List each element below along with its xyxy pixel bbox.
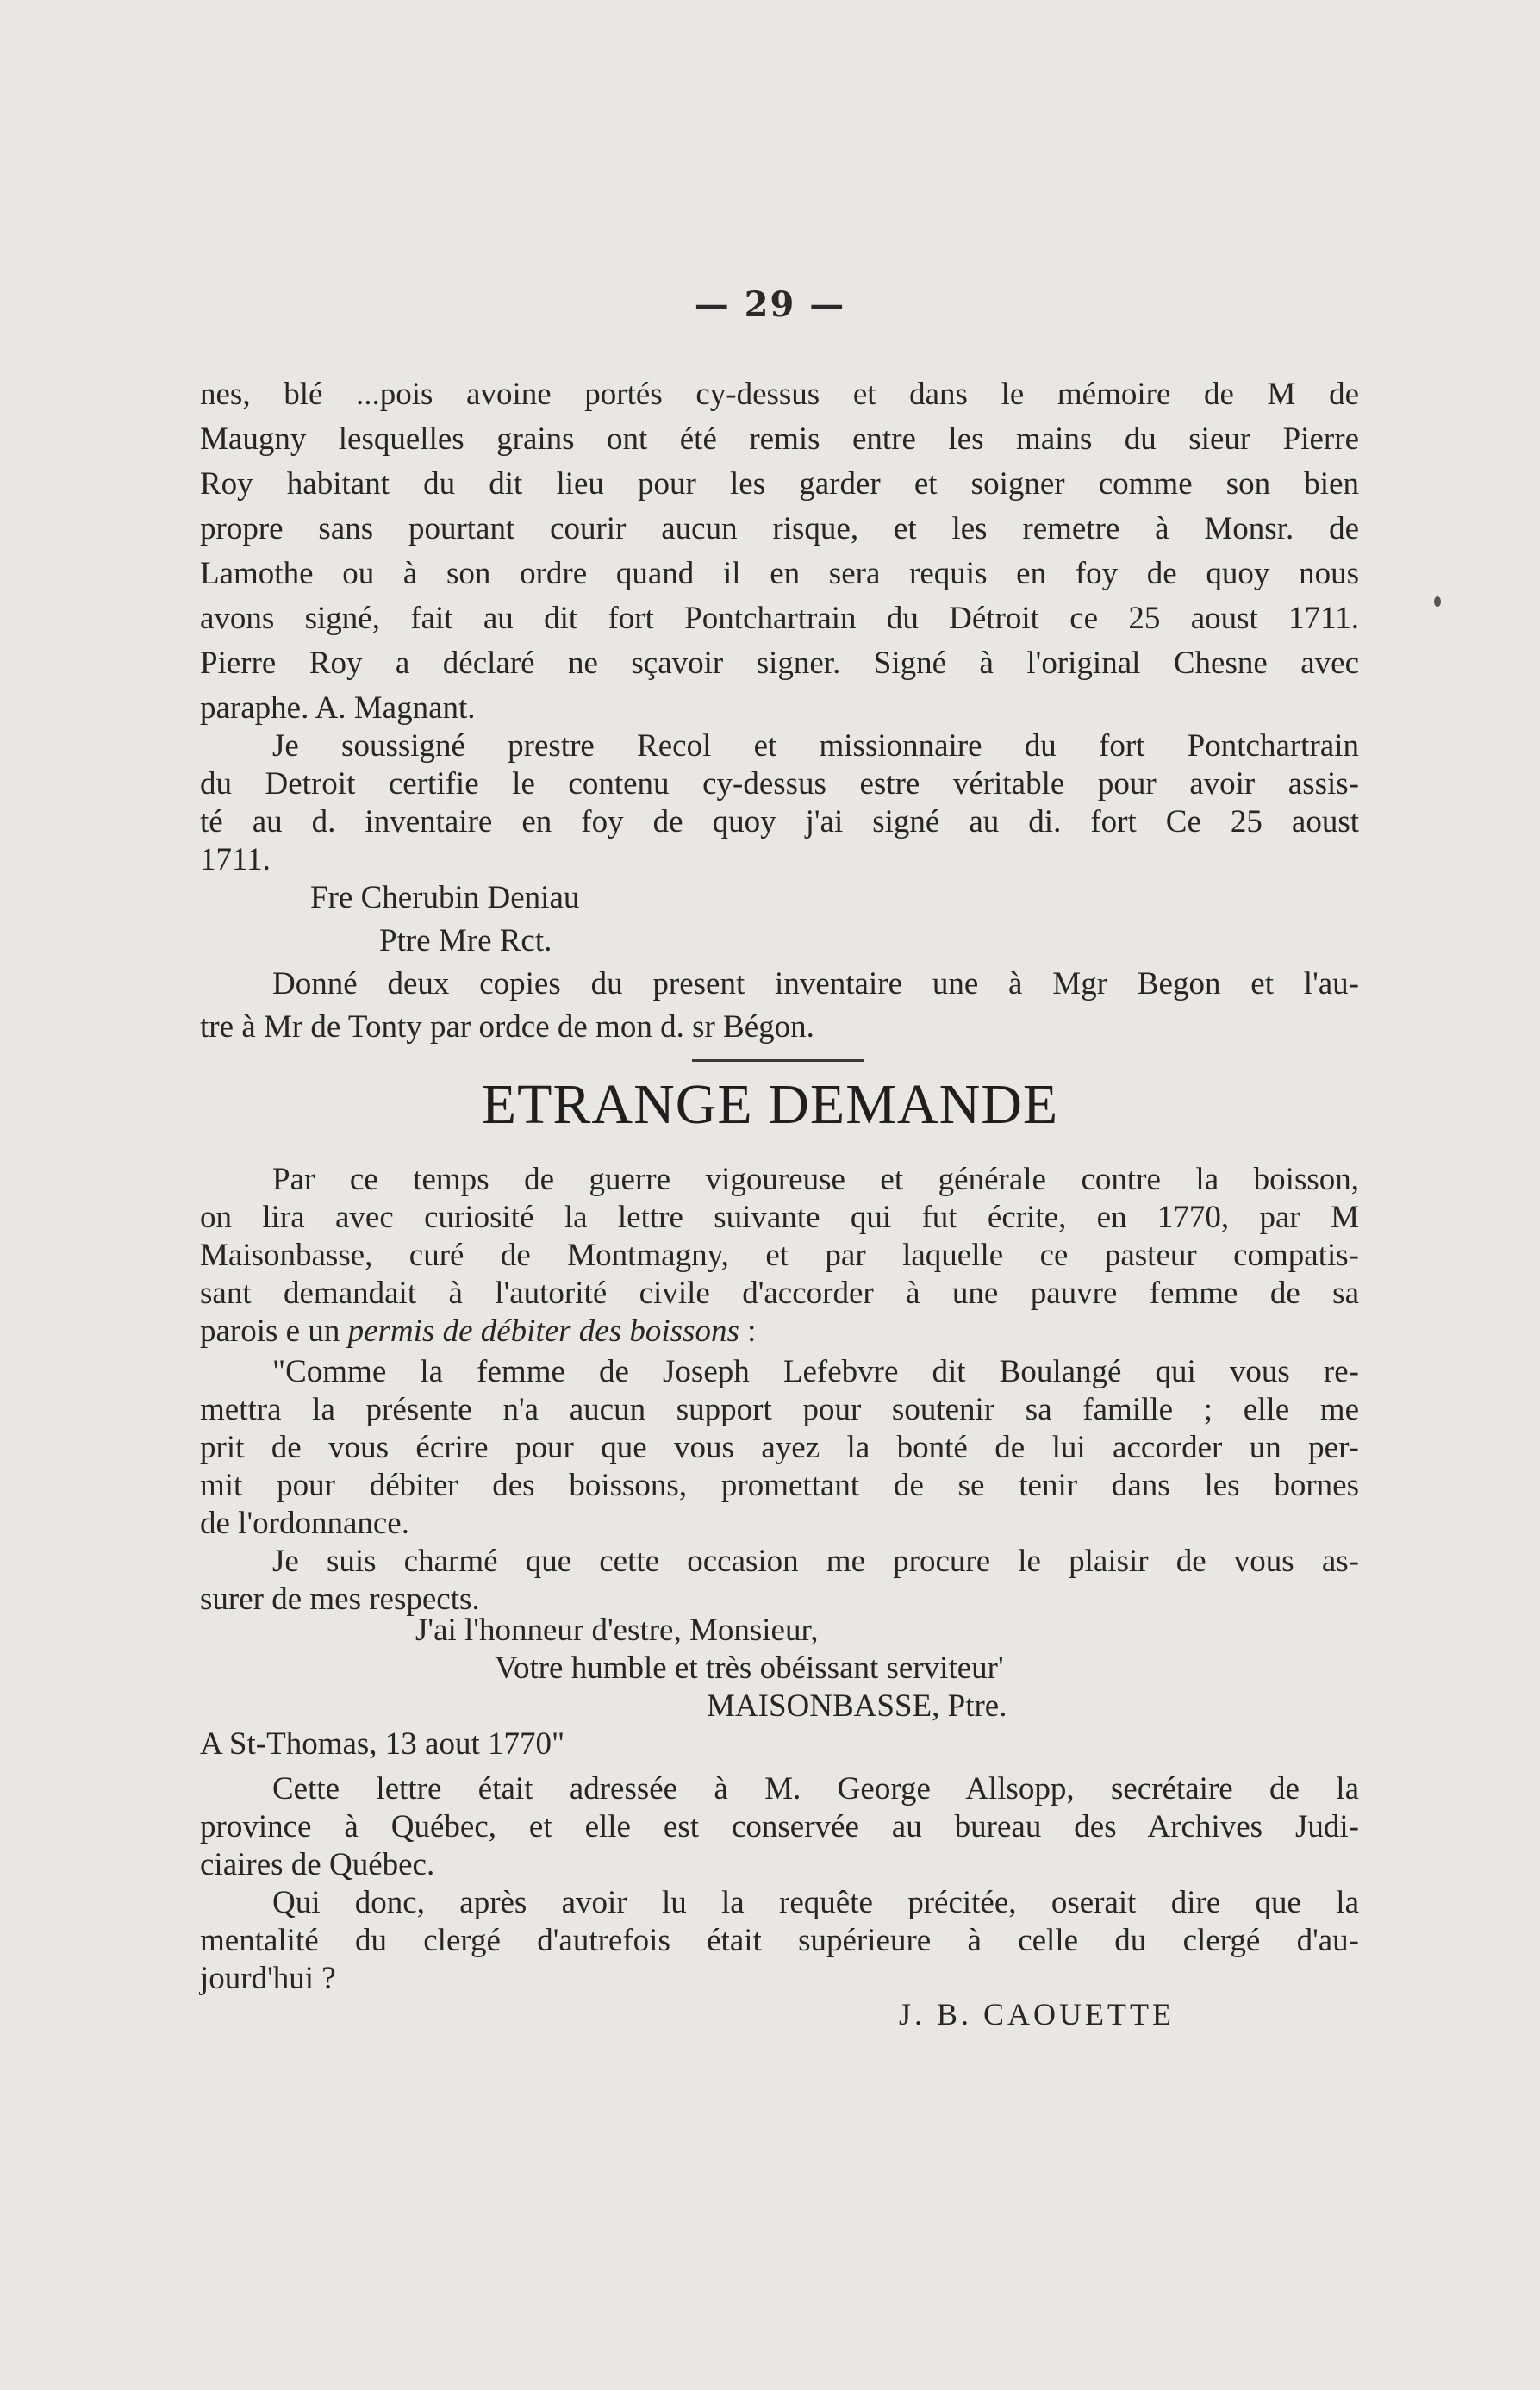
paper-speck: [1434, 596, 1441, 607]
text-line: Qui donc, après avoir lu la requête précitée, oserait dire que la: [272, 1885, 1359, 1920]
text-line: "Comme la femme de Joseph Lefebvre dit Boulangé qui vous re-: [272, 1354, 1359, 1389]
section-divider: [692, 1059, 864, 1062]
text-line: du Detroit certifie le contenu cy-dessus estre véritable pour avoir assis-: [200, 766, 1359, 802]
text-line: sant demandait à l'autorité civile d'accorder à une pauvre femme de sa: [200, 1276, 1359, 1311]
letter-closing: J'ai l'honneur d'estre, Monsieur,: [415, 1613, 819, 1648]
text-line: 1711.: [200, 842, 271, 877]
text-line: paraphe. A. Magnant.: [200, 690, 476, 726]
text-line: Je suis charmé que cette occasion me procure le plaisir de vous as-: [272, 1544, 1359, 1579]
signature-line: Ptre Mre Rct.: [379, 923, 552, 958]
text-line: Maisonbasse, curé de Montmagny, et par laquelle ce pasteur compatis-: [200, 1238, 1359, 1273]
page-number: — 29 —: [694, 284, 846, 325]
text-line: surer de mes respects.: [200, 1582, 480, 1617]
author-signature: J. B. CAOUETTE: [899, 1997, 1175, 2031]
text-line: Donné deux copies du present inventaire une à Mgr Begon et l'au-: [272, 966, 1359, 1002]
article-heading: ETRANGE DEMANDE: [481, 1073, 1059, 1136]
letter-signature: MAISONBASSE, Ptre.: [707, 1688, 1007, 1724]
text-line: té au d. inventaire en foy de quoy j'ai signé au di. fort Ce 25 aoust: [200, 804, 1359, 839]
text-line: Pierre Roy a déclaré ne sçavoir signer. Signé à l'original Chesne avec: [200, 646, 1359, 681]
text-fragment: parois e un: [200, 1314, 348, 1349]
text-line: jourd'hui ?: [200, 1961, 336, 1996]
text-line: avons signé, fait au dit fort Pontchartrain du Détroit ce 25 aoust 1711.: [200, 601, 1359, 636]
text-line: on lira avec curiosité la lettre suivante qui fut écrite, en 1770, par M: [200, 1200, 1359, 1235]
text-line: ciaires de Québec.: [200, 1847, 435, 1882]
text-line: tre à Mr de Tonty par ordce de mon d. sr Bégon.: [200, 1009, 814, 1045]
italic-phrase: permis de débiter des boissons: [347, 1314, 739, 1349]
text-line: Je soussigné prestre Recol et missionnaire du fort Pontchartrain: [272, 728, 1359, 764]
text-line: Maugny lesquelles grains ont été remis entre les mains du sieur Pierre: [200, 421, 1359, 457]
text-line: province à Québec, et elle est conservée au bureau des Archives Judi-: [200, 1809, 1359, 1844]
text-fragment: :: [739, 1314, 757, 1349]
text-line: Par ce temps de guerre vigoureuse et générale contre la boisson,: [272, 1162, 1359, 1197]
text-line: Cette lettre était adressée à M. George Allsopp, secrétaire de la: [272, 1771, 1359, 1807]
text-line: nes, blé ...pois avoine portés cy-dessus et dans le mémoire de M de: [200, 377, 1359, 412]
text-line: prit de vous écrire pour que vous ayez la bonté de lui accorder un per-: [200, 1430, 1359, 1465]
text-line: propre sans pourtant courir aucun risque, et les remetre à Monsr. de: [200, 511, 1359, 546]
text-line: mit pour débiter des boissons, promettant de se tenir dans les bornes: [200, 1468, 1359, 1503]
letter-body: [200, 1350, 1359, 1615]
article-intro: [200, 1158, 1359, 1351]
text-line: mentalité du clergé d'autrefois était supérieure à celle du clergé d'au-: [200, 1923, 1359, 1958]
text-line: [200, 1309, 1359, 1351]
continuation-text: [200, 372, 1359, 1048]
text-line: Roy habitant du dit lieu pour les garder et soigner comme son bien: [200, 466, 1359, 502]
letter-closing: Votre humble et très obéissant serviteur': [495, 1651, 1004, 1686]
signature-line: Fre Cherubin Deniau: [310, 880, 580, 915]
text-line: de l'ordonnance.: [200, 1506, 409, 1541]
article-conclusion: [200, 1767, 1359, 1994]
text-line: mettra la présente n'a aucun support pour soutenir sa famille ; elle me: [200, 1392, 1359, 1427]
letter-date: A St-Thomas, 13 aout 1770": [200, 1726, 565, 1762]
text-line: Lamothe ou à son ordre quand il en sera requis en foy de quoy nous: [200, 556, 1359, 591]
